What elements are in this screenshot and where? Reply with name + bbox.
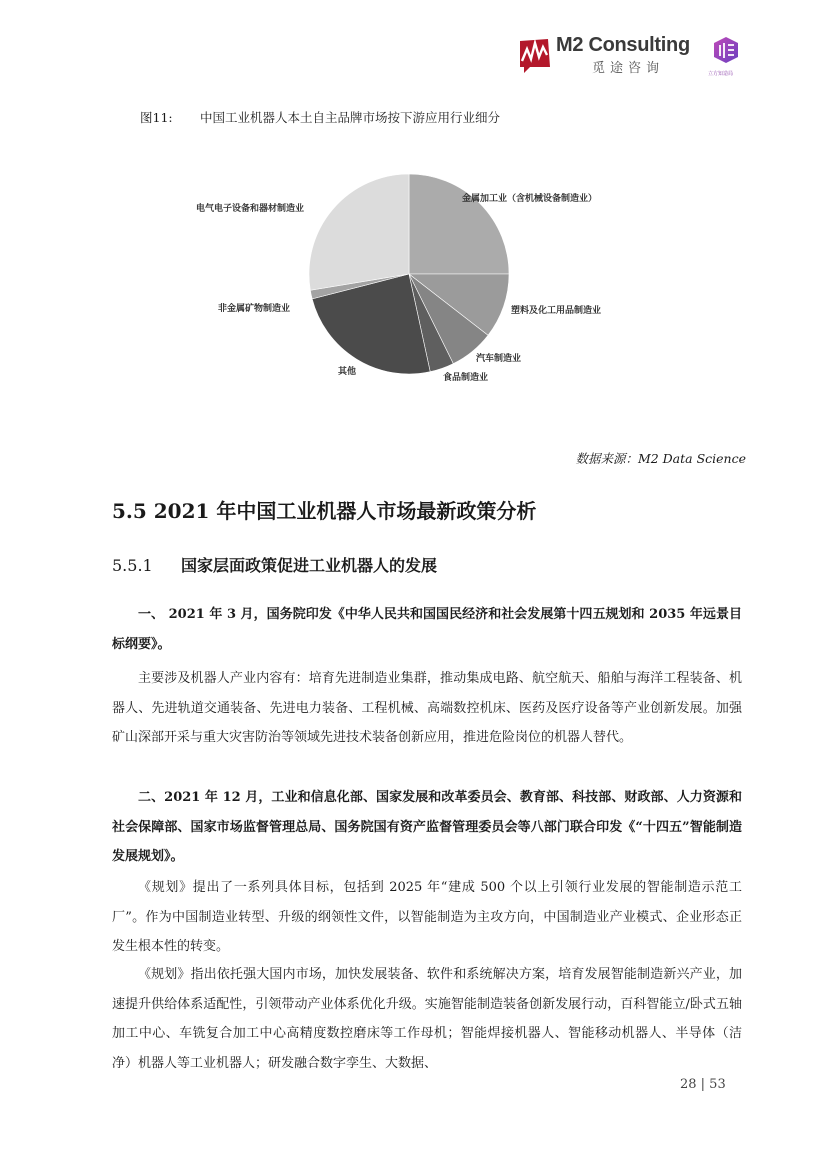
paragraph-policy-2: 二、2021 年 12 月，工业和信息化部、国家发展和改革委员会、教育部、科技部、财政部、人力资源和社会保障部、国家市场监督管理总局、国务院国有资产监督管理委员会等八部门联合印发《“十四五”智能制造发展规划》。 xyxy=(112,790,742,864)
partner-logo-text: 立方知造局 xyxy=(708,71,734,77)
logo-name: M2 Consulting xyxy=(556,34,690,56)
figure-caption xyxy=(140,108,500,126)
slice-label-nonmetal: 非金属矿物制造业 xyxy=(218,304,291,314)
subsection-number: 5.5.1 xyxy=(112,556,153,575)
m2-consulting-logo xyxy=(518,33,698,75)
cube-logo-icon xyxy=(712,36,740,64)
page-number: 28 | 53 xyxy=(680,1077,726,1092)
slice-label-auto: 汽车制造业 xyxy=(476,354,522,364)
slice-label-other: 其他 xyxy=(338,367,357,377)
slice-label-food: 食品制造业 xyxy=(443,373,489,383)
slice-label-plastic: 塑料及化工用品制造业 xyxy=(511,306,602,316)
figure-number: 图11: xyxy=(140,110,173,125)
paragraph-plan-details: 《规划》指出依托强大国内市场，加快发展装备、软件和系统解决方案，培育发展智能制造新兴产业，加速提升供给体系适配性，引领带动产业体系优化升级。实施智能制造装备创新发展行动，百科智能立/卧式五轴加工中心、车铣复合加工中心高精度数控磨床等工作母机；智能焊接机器人、智能移动机器人、半导体（洁净）机器人等工业机器人；研发融合数字孪生、大数据、 xyxy=(112,967,742,1071)
slice-label-metal: 金属加工业（含机械设备制造业） xyxy=(462,194,598,204)
paragraph-policy-1: 一、 2021 年 3 月，国务院印发《中华人民共和国国民经济和社会发展第十四五规划和 2035 年远景目标纲要》。 xyxy=(112,607,742,652)
paragraph-plan-goals: 《规划》提出了一系列具体目标，包括到 2025 年“建成 500 个以上引领行业发展的智能制造示范工厂”。作为中国制造业转型、升级的纲领性文件，以智能制造为主攻方向，中国制造业产业模式、企业形态正发生根本性的转变。 xyxy=(112,880,742,954)
section-heading: 5.5 2021 年中国工业机器人市场最新政策分析 xyxy=(112,499,537,523)
partner-logo xyxy=(708,36,744,80)
subsection-title: 国家层面政策促进工业机器人的发展 xyxy=(181,556,438,575)
slice-label-electric: 电气电子设备和器材制造业 xyxy=(196,204,305,214)
data-source: 数据来源：M2 Data Science xyxy=(575,451,746,466)
logo-subtitle: 觅途咨询 xyxy=(592,61,665,76)
pie-chart xyxy=(180,160,640,390)
m2-logo-mark-icon xyxy=(518,37,552,73)
pie-slice-0 xyxy=(409,174,509,274)
paragraph-policy-1-content: 主要涉及机器人产业内容有：培育先进制造业集群，推动集成电路、航空航天、船舶与海洋工程装备、机器人、先进轨道交通装备、先进电力装备、工程机械、高端数控机床、医药及医疗设备等产业创新发展。加强矿山深部开采与重大灾害防治等领域先进技术装备创新应用，推进危险岗位的机器人替代。 xyxy=(112,671,742,745)
subsection-heading xyxy=(112,553,437,576)
pie-slice-6 xyxy=(309,174,409,290)
figure-title: 中国工业机器人本土自主品牌市场按下游应用行业细分 xyxy=(200,110,501,125)
